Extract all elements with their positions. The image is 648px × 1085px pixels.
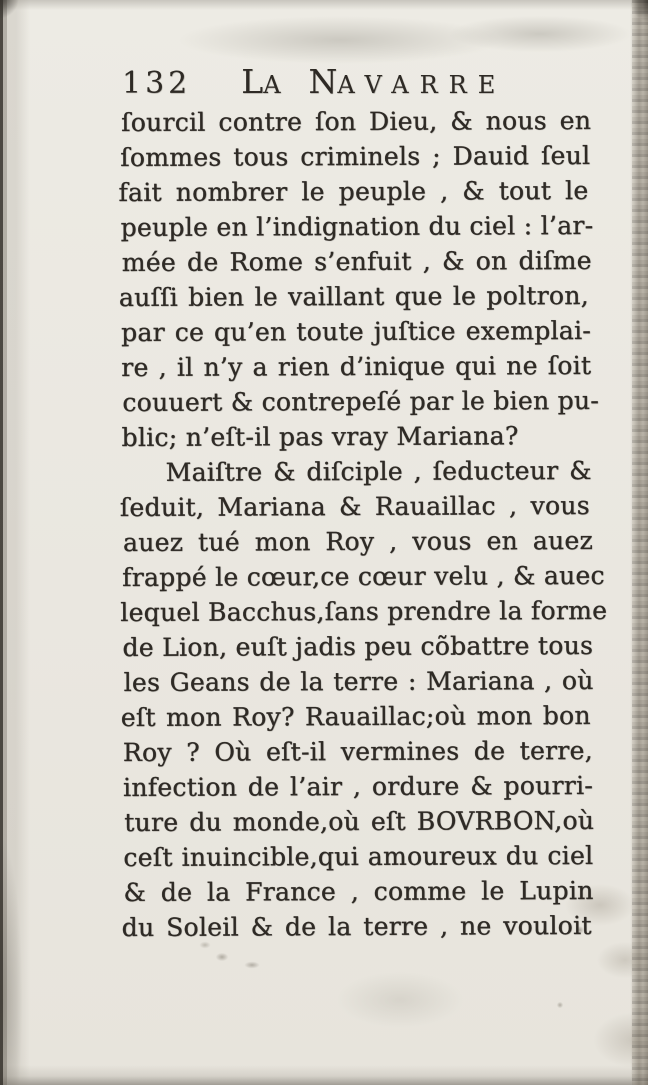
page-number: 132: [122, 66, 192, 101]
text-line: du Soleil & de la terre , ne vouloit: [121, 910, 592, 943]
text-line: auez tué mon Roy , vous en auez: [123, 525, 594, 558]
text-line: les Geans de la terre : Mariana , où: [123, 665, 594, 698]
text-line: par ce qu’en toute juſtice exemplai-: [121, 315, 592, 348]
text-line: ſourcil contre ſon Dieu, & nous en: [121, 105, 592, 138]
text-line: blic; n’eſt-il pas vray Mariana?: [121, 421, 519, 453]
text-line: ceſt inuincible,qui amoureux du ciel: [123, 840, 594, 873]
running-title: [241, 62, 506, 101]
text-line: Roy ? Où eſt-il vermines de terre,: [122, 735, 594, 768]
text-line: & de la France , comme le Lupin: [123, 875, 594, 908]
text-line: Maiſtre & diſciple , ſeducteur &: [165, 455, 592, 487]
text-line: infection de l’air , ordure & pourri-: [123, 770, 594, 803]
text-line: mée de Rome s’enfuit , & on diſme: [121, 245, 592, 278]
text-line: ture du monde,où eſt BOVRBON,où: [124, 805, 595, 838]
text-line: fait nombrer le peuple , & tout le: [118, 175, 589, 208]
text-line: eſt mon Roy? Rauaillac;où mon bon: [120, 700, 591, 733]
text-line: ſeduit, Mariana & Rauaillac , vous: [119, 490, 590, 523]
text-line: de Lion, euſt jadis peu cõbattre tous: [122, 630, 594, 663]
text-line: frappé le cœur,ce cœur velu , & auec: [122, 560, 605, 593]
text-line: auſſi bien le vaillant que le poltron,: [118, 280, 590, 313]
body-text: [118, 103, 608, 945]
text-line: re , il n’y a rien d’inique qui ne ſoit: [121, 350, 592, 383]
page-stack-edge: [632, 0, 648, 1085]
text-line: lequel Bacchus,ſans prendre la forme: [120, 595, 608, 628]
text-line: peuple en l’indignation du ciel : l’ar-: [120, 210, 594, 243]
running-title-word1: LA: [241, 62, 292, 101]
text-line: ſommes tous criminels ; Dauid ſeul: [120, 140, 591, 173]
running-title-word2: NAVARRE: [308, 62, 507, 101]
text-line: couuert & contrepeſé par le bien pu-: [122, 385, 600, 418]
page-header: [122, 62, 592, 101]
